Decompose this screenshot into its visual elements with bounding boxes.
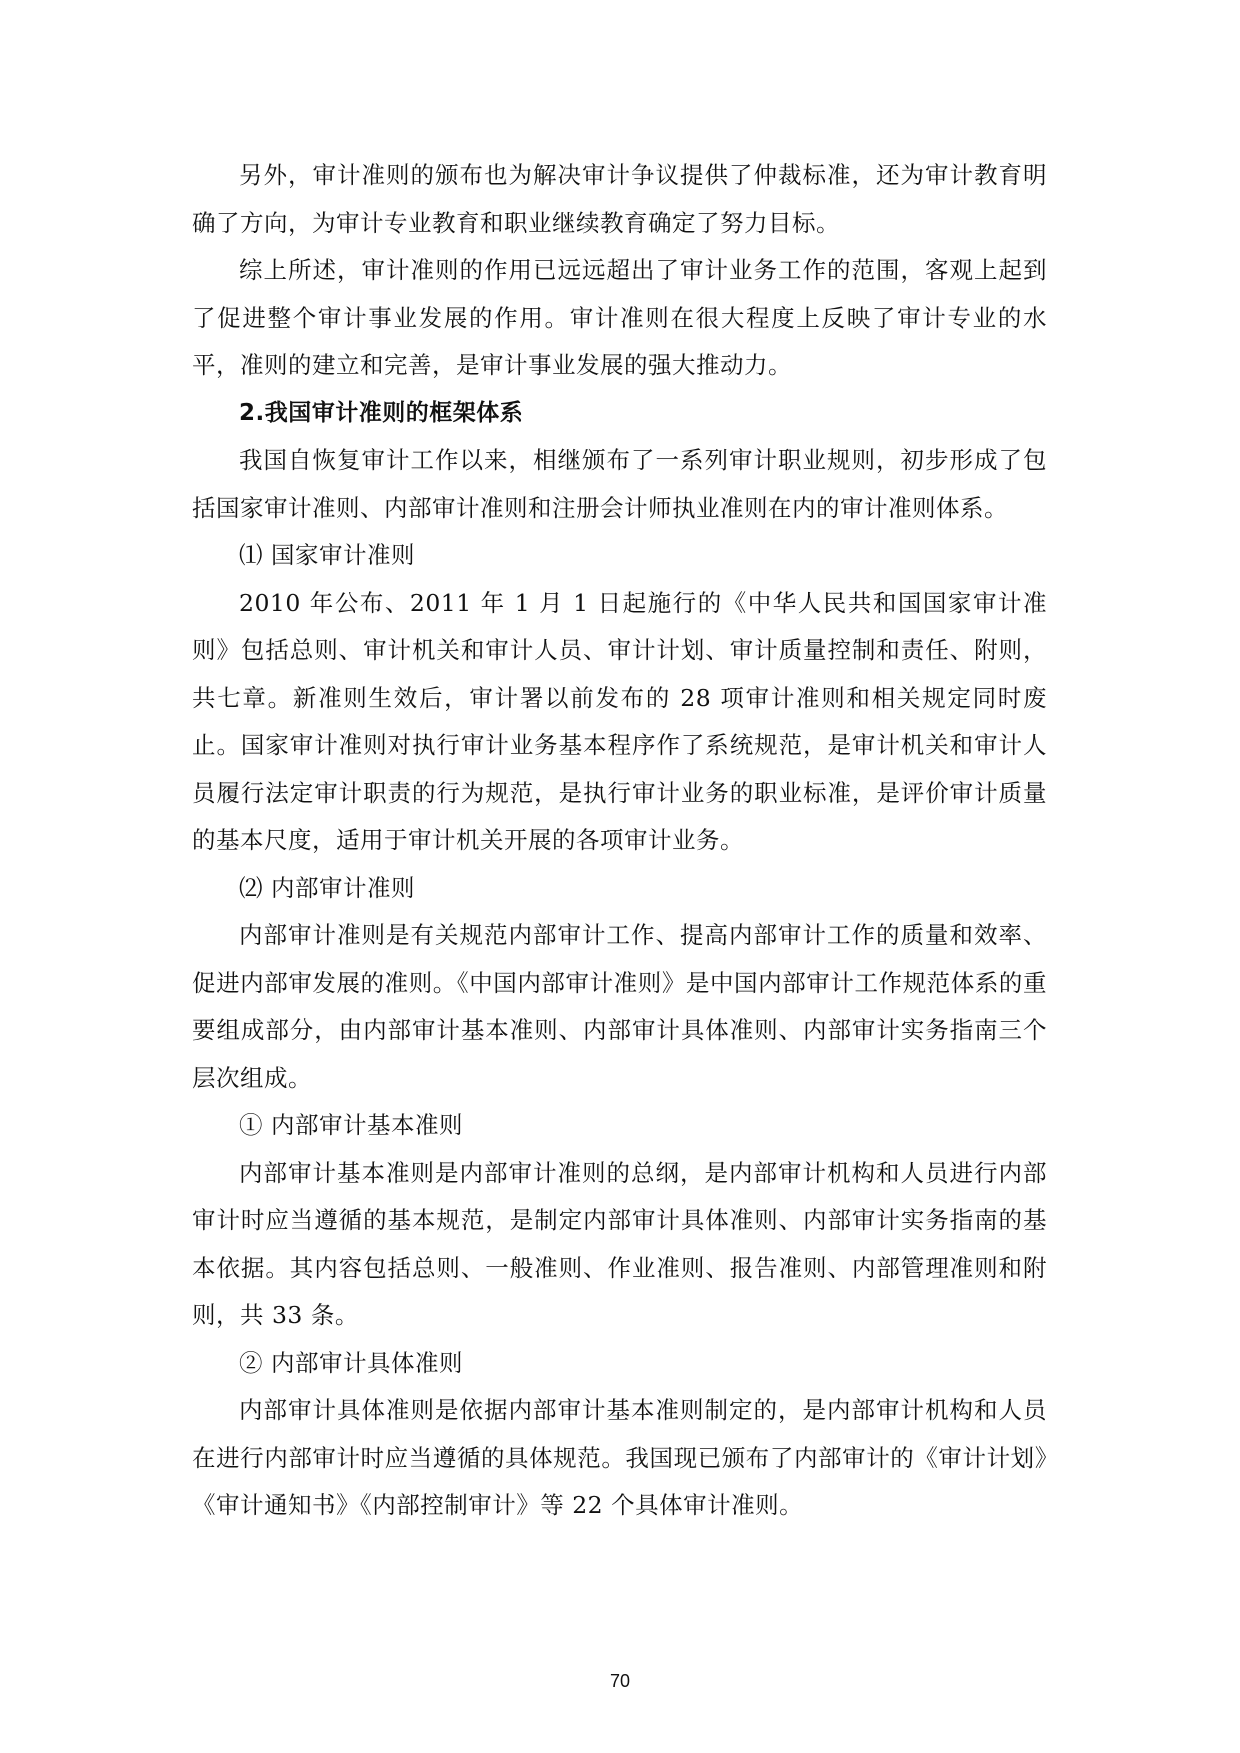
section-heading: 2.我国审计准则的框架体系 <box>239 399 524 426</box>
paragraph-basic-standards: 内部审计基本准则是内部审计准则的总纲，是内部审计机构和人员进行内部审计时应当遵循的基本规范，是制定内部审计具体准则、内部审计实务指南的基本依据。其内容包括总则、一般准则、作业准则、报告准则、内部管理准则和附则，共 33 条。 <box>192 1158 1047 1329</box>
document-body <box>192 152 1047 1530</box>
subheading-specific-standards: ② 内部审计具体准则 <box>239 1348 463 1377</box>
paragraph-national-audit-standards: 2010 年公布、2011 年 1 月 1 日起施行的《中华人民共和国国家审计准则》包括总则、审计机关和审计人员、审计计划、审计质量控制和责任、附则，共七章。新准则生效后，审计署以前发布的 28 项审计准则和相关规定同时废止。国家审计准则对执行审计业务基本程序作了系统规范，是审计机关和审计人员履行法定审计职责的行为规范，是执行审计业务的职业标准，是评价审计质量的基本尺度，适用于审计机关开展的各项审计业务。 <box>192 588 1047 854</box>
paragraph-framework-intro: 我国自恢复审计工作以来，相继颁布了一系列审计职业规则，初步形成了包括国家审计准则、内部审计准则和注册会计师执业准则在内的审计准则体系。 <box>192 446 1047 522</box>
subheading-internal-audit-standards: ⑵ 内部审计准则 <box>239 873 415 902</box>
subheading-national-audit-standards: ⑴ 国家审计准则 <box>239 541 415 569</box>
paragraph-specific-standards: 内部审计具体准则是依据内部审计基本准则制定的，是内部审计机构和人员在进行内部审计时应当遵循的具体规范。我国现已颁布了内部审计的《审计计划》《审计通知书》《内部控制审计》等 22 个具体审计准则。 <box>192 1396 1047 1519</box>
page-number: 70 <box>609 1671 631 1691</box>
paragraph-summary: 综上所述，审计准则的作用已远远超出了审计业务工作的范围，客观上起到了促进整个审计事业发展的作用。审计准则在很大程度上反映了审计专业的水平，准则的建立和完善，是审计事业发展的强大推动力。 <box>192 256 1047 379</box>
paragraph-internal-audit-standards: 内部审计准则是有关规范内部审计工作、提高内部审计工作的质量和效率、促进内部审发展的准则。《中国内部审计准则》是中国内部审计工作规范体系的重要组成部分，由内部审计基本准则、内部审计具体准则、内部审计实务指南三个层次组成。 <box>192 921 1047 1092</box>
subheading-basic-standards: ① 内部审计基本准则 <box>239 1111 463 1139</box>
paragraph-arbitration-standard: 另外，审计准则的颁布也为解决审计争议提供了仲裁标准，还为审计教育明确了方向，为审计专业教育和职业继续教育确定了努力目标。 <box>192 161 1047 237</box>
